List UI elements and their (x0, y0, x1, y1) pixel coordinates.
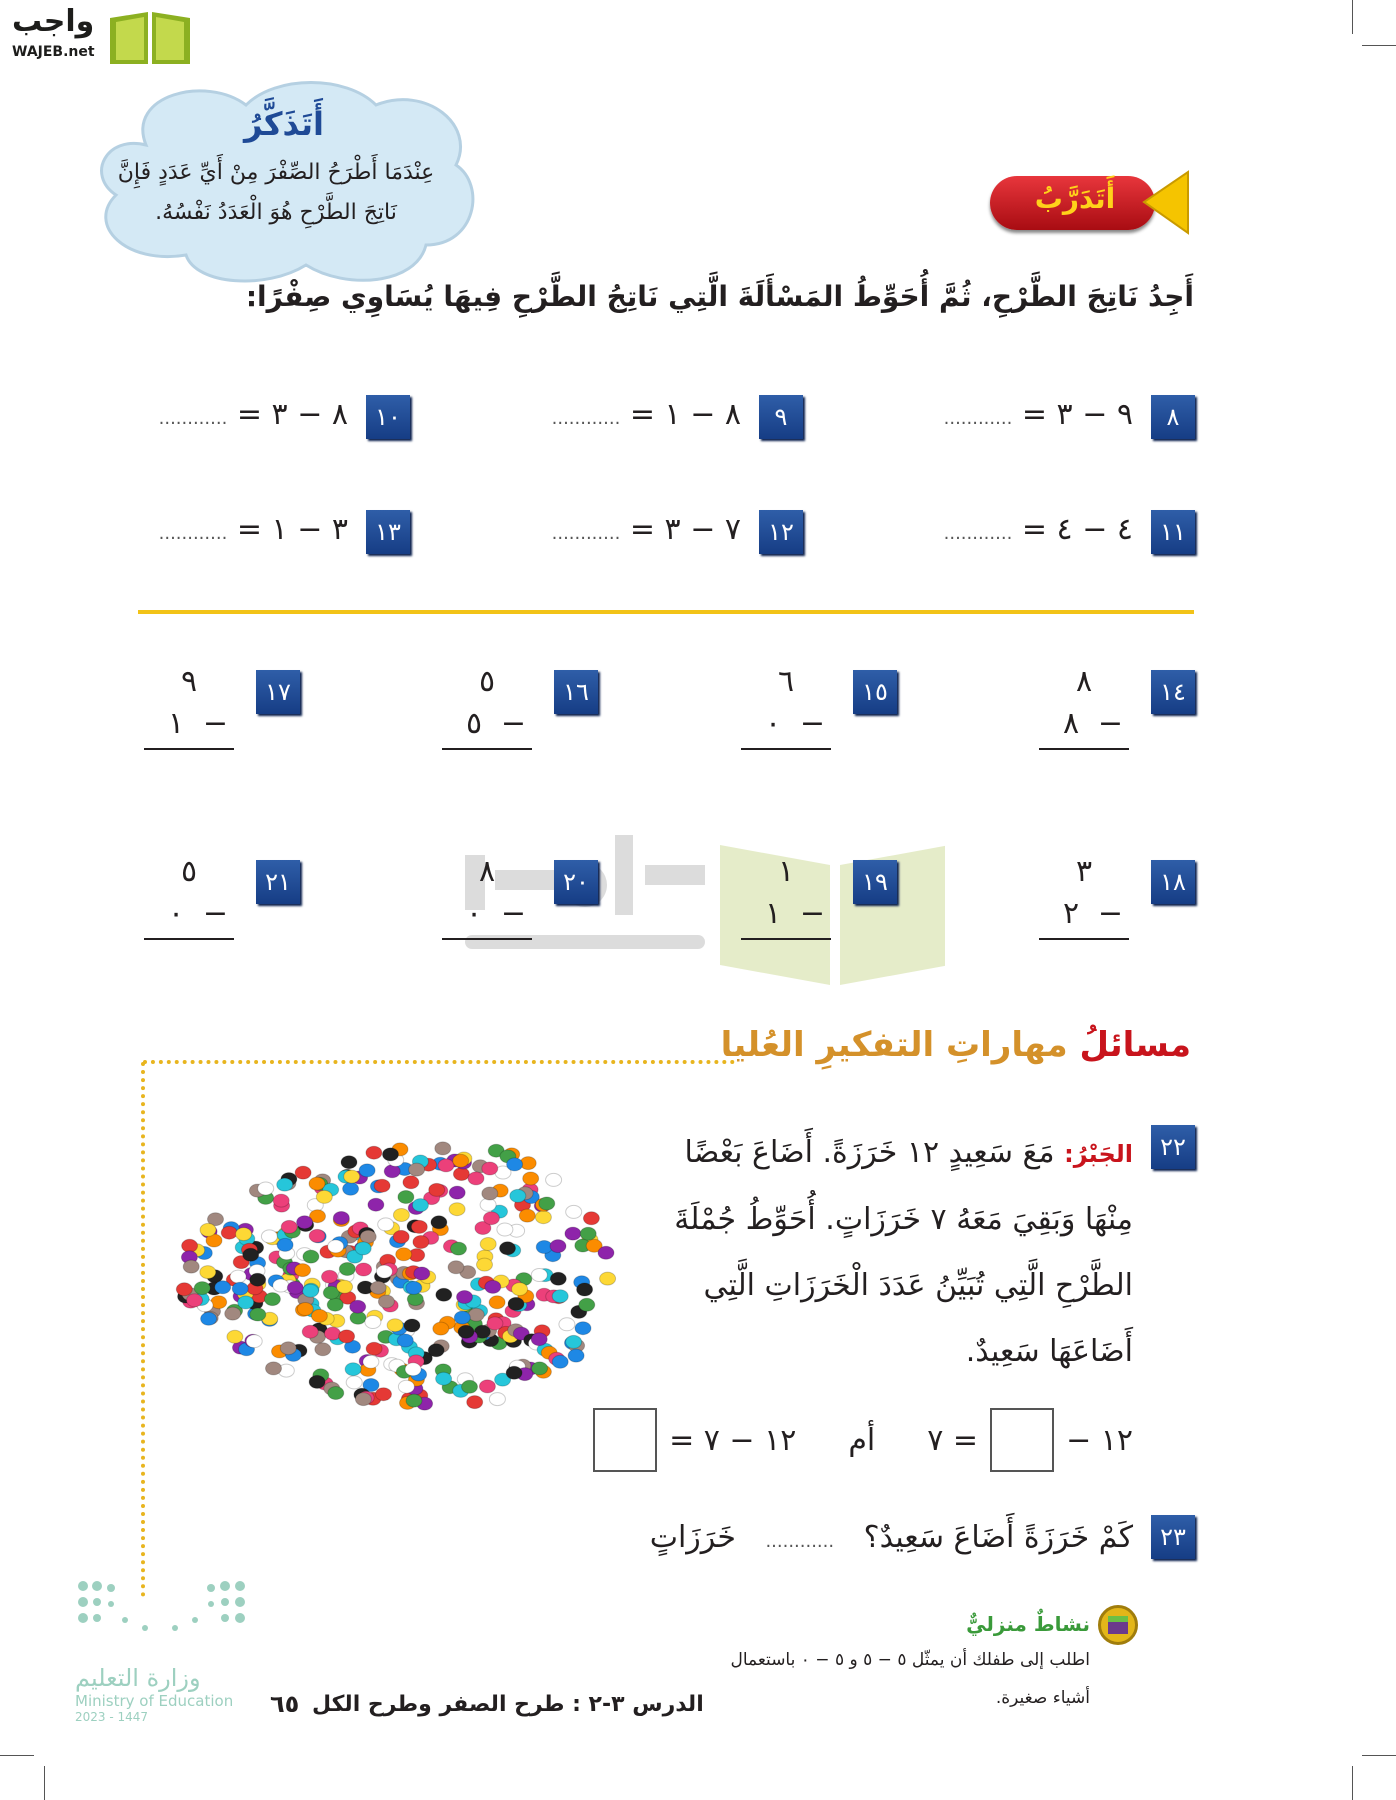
q22-eq1-right: = ٧ (927, 1422, 979, 1458)
exercise-badge: ١٥ (853, 670, 897, 714)
q22-line-3: الطَّرْحِ الَّتِي تُبَيِّنُ عَدَدَ الْخَرَزَاتِ الَّتِي (703, 1268, 1133, 1303)
q22-text (613, 1120, 1133, 1385)
beads-image (160, 1125, 631, 1430)
minuend: ٥ (180, 854, 198, 889)
minus-sign: − (202, 896, 228, 931)
exercise-badge: ٩ (759, 395, 803, 439)
expression: ٨ − ٣ = (236, 397, 348, 432)
exercise-badge: ١٩ (853, 860, 897, 904)
expression: ٧ − ٣ = (629, 512, 741, 547)
hots-dotted-vertical (141, 1062, 145, 1597)
practice-badge-label: أَتَدَرَّبُ (1034, 182, 1116, 215)
home-activity-line-2: أشياء صغيرة. (995, 1688, 1090, 1708)
minuend: ٦ (777, 664, 795, 699)
question-badge-22: ٢٢ (1151, 1125, 1195, 1169)
expression: ٩ − ٣ = (1021, 397, 1133, 432)
exercise-badge: ١٣ (366, 510, 410, 554)
book-icon (108, 8, 192, 66)
answer-blank[interactable]: ............ (158, 523, 228, 544)
minuend: ٨ (1075, 664, 1093, 699)
q22-line-4: أَضَاعَهَا سَعِيدٌ. (965, 1334, 1133, 1369)
vertical-problem (144, 854, 234, 940)
answer-box-2[interactable] (593, 1408, 657, 1472)
vertical-problem (442, 664, 532, 750)
remember-line-1: عِنْدَمَا أَطْرَحُ الصِّفْرَ مِنْ أَيِّ عَدَدٍ فَإِنَّ (117, 160, 435, 185)
minus-sign: − (799, 706, 825, 741)
answer-blank[interactable]: ............ (551, 523, 621, 544)
exercise-badge: ٢٠ (554, 860, 598, 904)
expression: ٤ − ٤ = (1021, 512, 1133, 547)
crop-mark (1362, 1755, 1396, 1756)
logo-arabic: واجب (12, 4, 95, 39)
crop-mark (1362, 45, 1396, 46)
subtrahend: ١ (168, 706, 185, 741)
vertical-problem (741, 664, 831, 750)
crop-mark (44, 1766, 45, 1800)
exercise-expression (944, 397, 1133, 432)
remember-cloud (86, 75, 482, 287)
subtrahend: ٥ (466, 706, 483, 741)
exercise-badge: ٨ (1151, 395, 1195, 439)
crop-mark (1352, 1766, 1353, 1800)
subtrahend: ٠ (168, 896, 185, 931)
answer-blank[interactable]: ............ (551, 408, 621, 429)
minus-sign: − (1097, 706, 1123, 741)
minuend: ٣ (1075, 854, 1093, 889)
exercise-badge: ١٢ (759, 510, 803, 554)
q22-line-1: مَعَ سَعِيدٍ ١٢ خَرَزَةً. أَضَاعَ بَعْضًا (684, 1135, 1055, 1170)
remember-title: أَتَذَكَّرُ (244, 105, 324, 143)
hots-dotted-line (143, 1060, 735, 1064)
minus-sign: − (500, 706, 526, 741)
hots-heading (721, 1025, 1191, 1065)
answer-blank[interactable]: ............ (943, 408, 1013, 429)
q22-eq1-left: ١٢ − (1066, 1422, 1133, 1458)
minuend: ٨ (478, 854, 496, 889)
logo-latin: WAJEB.net (12, 44, 95, 60)
vertical-problem (1039, 664, 1129, 750)
exercise-expression (159, 397, 348, 432)
subtrahend: ٠ (765, 706, 782, 741)
subtrahend: ٢ (1063, 896, 1080, 931)
exercise-badge: ١٧ (256, 670, 300, 714)
minus-sign: − (500, 896, 526, 931)
subtrahend: ٨ (1063, 706, 1080, 741)
exercise-badge: ٢١ (256, 860, 300, 904)
vertical-problem (741, 854, 831, 940)
ministry-logo (75, 1578, 255, 1728)
exercise-badge: ١٤ (1151, 670, 1195, 714)
answer-box-1[interactable] (990, 1408, 1054, 1472)
q22-equations (593, 1408, 1133, 1472)
expression: ٨ − ١ = (629, 397, 741, 432)
exercise-badge: ١١ (1151, 510, 1195, 554)
answer-blank[interactable]: ............ (943, 523, 1013, 544)
ministry-year: 2023 - 1447 (75, 1710, 149, 1724)
q22-line-2: مِنْهَا وَبَقِيَ مَعَهُ ٧ خَرَزَاتٍ. أُحَوِّطُ جُمْلَةَ (674, 1202, 1133, 1237)
divider (138, 610, 1194, 614)
page-number: ٦٥ (270, 1690, 300, 1718)
q23-unit: خَرَزَاتٍ (649, 1520, 736, 1555)
minus-sign: − (202, 706, 228, 741)
q23-question: كَمْ خَرَزَةً أَضَاعَ سَعِيدٌ؟ (863, 1520, 1133, 1555)
minuend: ٩ (180, 664, 198, 699)
subtrahend: ١ (765, 896, 782, 931)
question-badge-23: ٢٣ (1151, 1515, 1195, 1559)
answer-blank[interactable]: ............ (158, 408, 228, 429)
q22-eq2: ١٢ − ٧ = (669, 1422, 797, 1458)
exercise-expression (159, 512, 348, 547)
exercise-expression (552, 512, 741, 547)
ministry-english: Ministry of Education (75, 1692, 234, 1710)
ministry-arabic: وزارة التعليم (75, 1664, 201, 1692)
minuend: ١ (777, 854, 795, 889)
q22-label: الجَبْرُ: (1064, 1140, 1133, 1168)
hots-word-1: مسائلُ (1079, 1025, 1191, 1065)
hots-rest: مهاراتِ التفكيرِ العُليا (720, 1025, 1068, 1065)
q23-text (650, 1520, 1133, 1555)
practice-badge (990, 170, 1190, 235)
minus-sign: − (799, 896, 825, 931)
exercise-badge: ١٦ (554, 670, 598, 714)
exercise-badge: ١٨ (1151, 860, 1195, 904)
home-activity-line-1: اطلب إلى طفلك أن يمثّل ٥ − ٥ و ٥ − ٠ باستعمال (730, 1650, 1090, 1670)
instruction: أَجِدُ نَاتِجَ الطَّرْحِ، ثُمَّ أُحَوِّطُ المَسْأَلَةَ الَّتِي نَاتِجُ الطَّرْحِ فِيهَا يُسَاوِي صِفْرًا: (245, 280, 1194, 313)
exercise-badge: ١٠ (366, 395, 410, 439)
subtrahend: ٠ (466, 896, 483, 931)
home-activity-icon (1098, 1605, 1138, 1645)
exercise-expression (944, 512, 1133, 547)
vertical-problem (442, 854, 532, 940)
remember-line-2: نَاتِجَ الطَّرْحِ هُوَ الْعَدَدُ نَفْسُهُ. (155, 200, 397, 225)
expression: ٣ − ١ = (236, 512, 348, 547)
q23-blank[interactable]: ............ (765, 1531, 835, 1552)
wajeb-logo (8, 4, 193, 68)
vertical-problem (144, 664, 234, 750)
home-activity-title: نشاطٌ منزليٌّ (966, 1612, 1090, 1636)
vertical-problem (1039, 854, 1129, 940)
minuend: ٥ (478, 664, 496, 699)
exercise-expression (552, 397, 741, 432)
footer-lesson: الدرس ٣-٢ : طرح الصفر وطرح الكل (312, 1692, 704, 1717)
crop-mark (1352, 0, 1353, 34)
crop-mark (0, 1755, 34, 1756)
q22-or: أم (848, 1422, 876, 1458)
minus-sign: − (1097, 896, 1123, 931)
